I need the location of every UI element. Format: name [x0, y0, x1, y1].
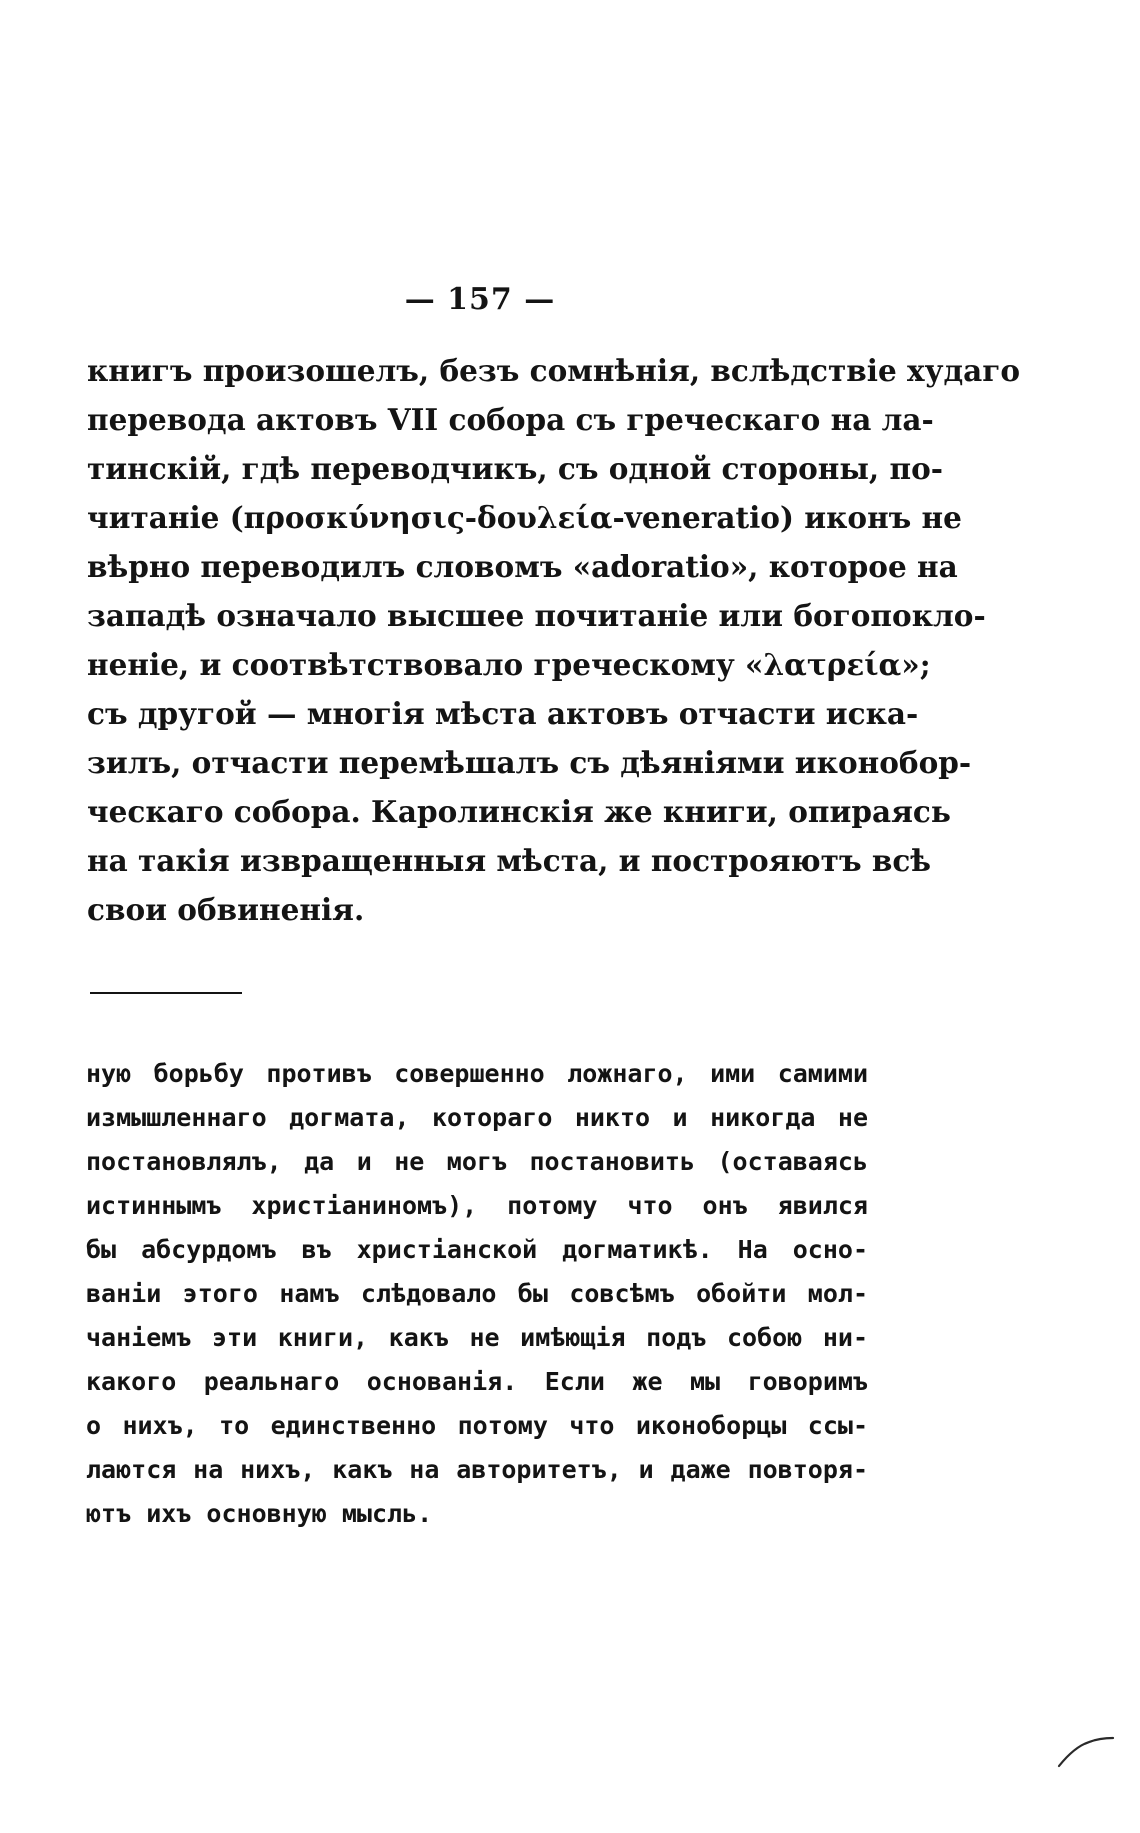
footnote-line: чаніемъ эти книги, какъ не имѣющія подъ собою ни-	[86, 1323, 868, 1352]
text-line: западѣ означало высшее почитаніе или богопокло-	[87, 598, 986, 633]
footnote-paragraph	[86, 1052, 868, 1536]
text-line: зилъ, отчасти перемѣшалъ съ дѣяніями иконобор-	[87, 745, 972, 780]
footnote-line: измышленнаго догмата, котораго никто и никогда не	[86, 1103, 868, 1132]
footnote-line: о нихъ, то единственно потому что иконоборцы ссы-	[86, 1411, 868, 1440]
text-line: книгъ произошелъ, безъ сомнѣнія, вслѣдствіе худаго	[87, 353, 1021, 388]
page-number: — 157 —	[404, 282, 556, 317]
footnote-line: ную борьбу противъ совершенно ложнаго, ими самими	[86, 1059, 868, 1088]
text-line: перевода актовъ VII собора съ греческаго на ла-	[87, 402, 934, 437]
text-line: свои обвиненія.	[87, 892, 365, 927]
footnote-line: истиннымъ христіаниномъ), потому что онъ явился	[86, 1191, 868, 1220]
text-line: на такія извращенныя мѣста, и построяютъ всѣ	[87, 843, 932, 878]
footnote-line: ваніи этого намъ слѣдовало бы совсѣмъ обойти мол-	[86, 1279, 868, 1308]
footnote-line: бы абсурдомъ въ христіанской догматикѣ. На осно-	[86, 1235, 868, 1264]
footnote-line: какого реальнаго основанія. Если же мы говоримъ	[86, 1367, 868, 1396]
text-line: вѣрно переводилъ словомъ «adoratio», которое на	[87, 549, 958, 584]
footnote-separator	[90, 992, 242, 994]
text-line: неніе, и соотвѣтствовало греческому «λατρεία»;	[87, 647, 931, 682]
text-line: съ другой — многія мѣста актовъ отчасти иска-	[87, 696, 919, 731]
text-line: ческаго собора. Каролинскія же книги, опираясь	[87, 794, 951, 829]
footnote-line: ютъ ихъ основную мысль.	[86, 1499, 433, 1528]
footnote-line: постановлялъ, да и не могъ постановить (оставаясь	[86, 1147, 868, 1176]
footnote-line: лаются на нихъ, какъ на авторитетъ, и даже повторя-	[86, 1455, 868, 1484]
pencil-mark-icon	[1055, 1730, 1115, 1770]
text-line: читаніе (προσκύνησις-δουλεία-veneratio) иконъ не	[87, 500, 962, 535]
main-paragraph	[87, 346, 1021, 934]
text-line: тинскій, гдѣ переводчикъ, съ одной стороны, по-	[87, 451, 943, 486]
